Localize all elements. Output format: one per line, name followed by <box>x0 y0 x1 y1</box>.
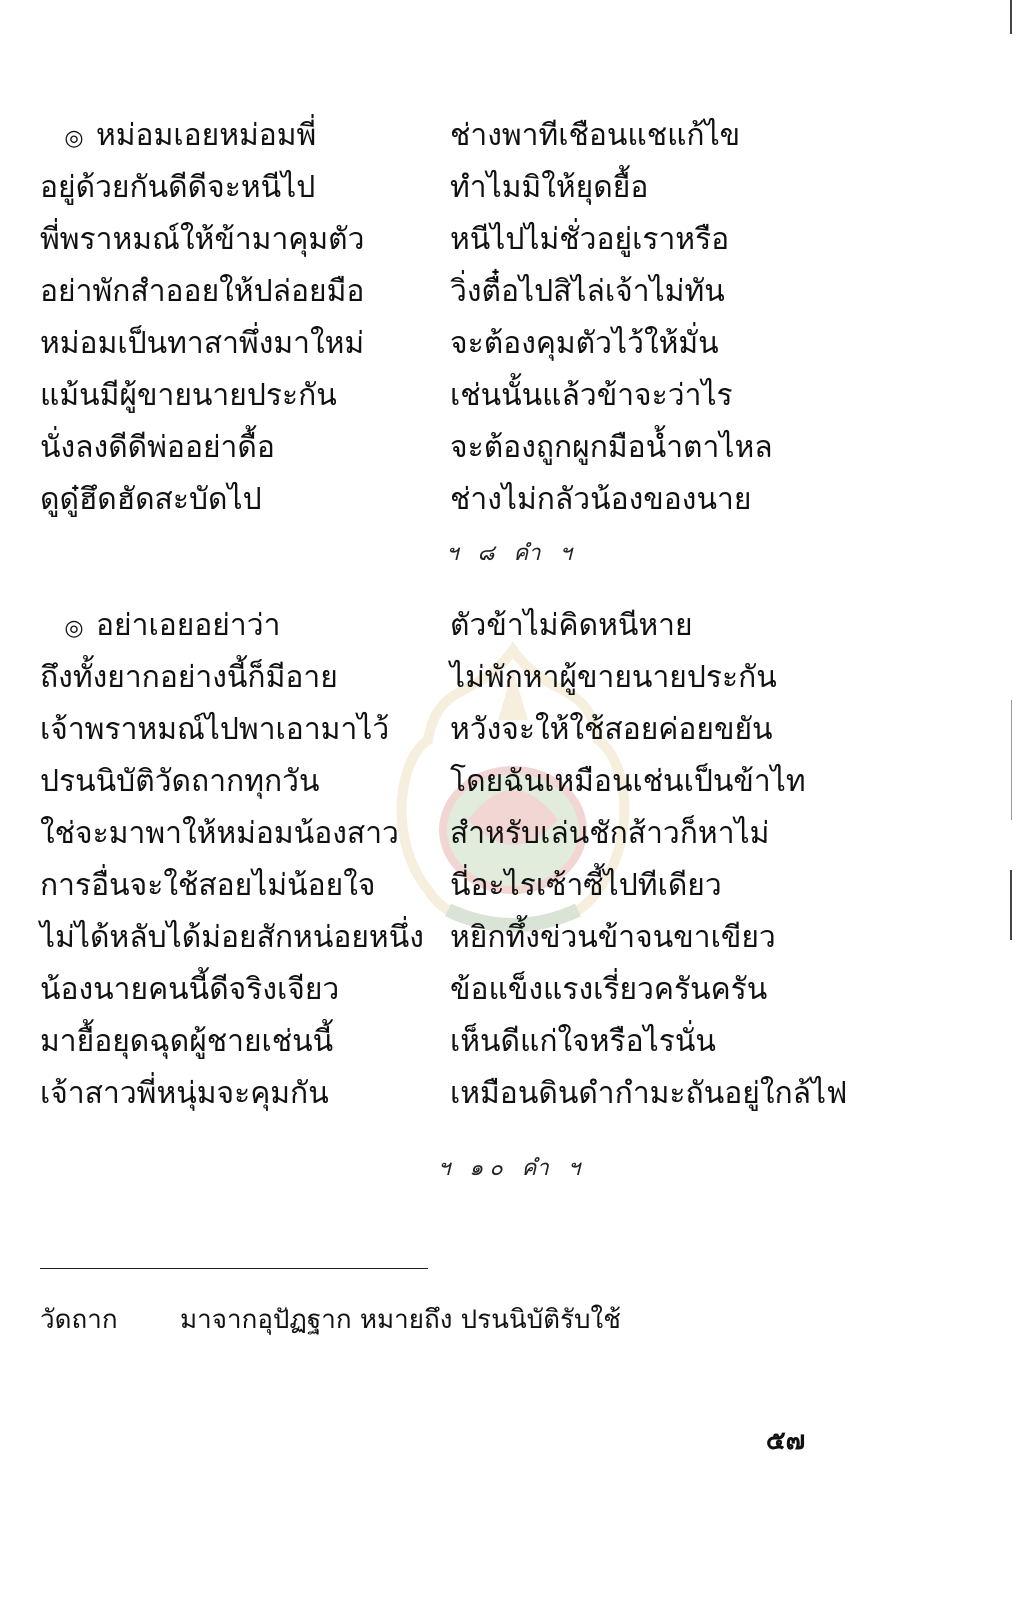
page-number: ๕๗ <box>766 1426 806 1456</box>
verse-first-half: อย่าพักสำออยให้ปล่อยมือ <box>40 274 365 309</box>
verse-second-half: เห็นดีแก่ใจหรือไรนั่น <box>450 1024 716 1059</box>
verse-second-half: ช่างพาทีเชือนแชแก้ไข <box>450 118 741 153</box>
verse-line <box>40 370 1000 422</box>
verse-second-half: ไม่พักหาผู้ขายนายประกัน <box>450 660 777 695</box>
verse-second-half: ช่างไม่กลัวน้องของนาย <box>450 482 752 517</box>
verse-second-half: เหมือนดินดำกำมะถันอยู่ใกล้ไฟ <box>450 1076 848 1111</box>
verse-second-half: สำหรับเล่นชักส้าวก็หาไม่ <box>450 816 770 851</box>
verse-second-half: ทำไมมิให้ยุดยื้อ <box>450 170 649 205</box>
verse-first-half: ไม่ได้หลับได้ม่อยสักหน่อยหนึ่ง <box>40 920 424 955</box>
verse-first-half: การอื่นจะใช้สอยไม่น้อยใจ <box>40 868 376 903</box>
verse-first-half: หม่อมเอยหม่อมพี่ <box>96 118 317 153</box>
verse-first-half: มายื้อยุดฉุดผู้ชายเช่นนี้ <box>40 1024 334 1059</box>
verse-first-half: อยู่ด้วยกันดีดีจะหนีไป <box>40 170 316 205</box>
scan-edge-mark <box>1010 0 1012 34</box>
verse-line <box>40 652 1000 704</box>
verse-first-half: พี่พราหมณ์ให้ข้ามาคุมตัว <box>40 222 365 257</box>
verse-line <box>40 162 1000 214</box>
verse-line <box>40 422 1000 474</box>
verse-second-half: เช่นนั้นแล้วข้าจะว่าไร <box>450 378 733 413</box>
verse-line <box>40 704 1000 756</box>
stanza-2 <box>40 600 1000 1120</box>
verse-line <box>40 110 1000 162</box>
verse-first-half: เจ้าสาวพี่หนุ่มจะคุมกัน <box>40 1076 329 1111</box>
verse-first-half: เจ้าพราหมณ์ไปพาเอามาไว้ <box>40 712 390 747</box>
verse-line <box>40 1068 1000 1120</box>
verse-second-half: วิ่งตื๋อไปสิไล่เจ้าไม่ทัน <box>450 274 725 309</box>
bullet-icon: ◎ <box>64 616 84 641</box>
verse-line <box>40 266 1000 318</box>
verse-line <box>40 964 1000 1016</box>
verse-second-half: หวังจะให้ใช้สอยค่อยขยัน <box>450 712 773 747</box>
stanza-count: ฯ ๘ คำ ฯ <box>446 541 578 566</box>
verse-second-half: ข้อแข็งแรงเรี่ยวครันครัน <box>450 972 768 1007</box>
verse-first-half: หม่อมเป็นทาสาพึ่งมาใหม่ <box>40 326 365 361</box>
verse-first-half: ปรนนิบัติวัดถากทุกวัน <box>40 764 320 799</box>
verse-line <box>40 756 1000 808</box>
verse-line <box>40 1016 1000 1068</box>
verse-second-half: ตัวข้าไม่คิดหนีหาย <box>450 608 693 643</box>
scan-edge-mark <box>1011 700 1012 820</box>
verse-second-half: หนีไปไม่ชั่วอยู่เราหรือ <box>450 222 730 257</box>
verse-first-half: แม้นมีผู้ขายนายประกัน <box>40 378 337 413</box>
bullet-icon: ◎ <box>64 126 84 151</box>
footnote-definition: มาจากอุปัฏฐาก หมายถึง ปรนนิบัติรับใช้ <box>180 1305 621 1335</box>
stanza-count: ฯ ๑๐ คำ ฯ <box>437 1156 587 1181</box>
verse-line <box>40 214 1000 266</box>
verse-first-half: นั่งลงดีดีพ่ออย่าดื้อ <box>40 430 275 465</box>
verse-first-half: ถึงทั้งยากอย่างนี้ก็มีอาย <box>40 660 338 695</box>
stanza-1 <box>40 110 1000 526</box>
footnote-divider <box>40 1268 428 1269</box>
verse-second-half: หยิกทึ้งข่วนข้าจนขาเขียว <box>450 920 776 955</box>
verse-line <box>40 318 1000 370</box>
verse-first-half: ใช่จะมาพาให้หม่อมน้องสาว <box>40 816 399 851</box>
verse-line <box>40 860 1000 912</box>
verse-second-half: โดยฉันเหมือนเช่นเป็นข้าไท <box>450 764 806 799</box>
verse-first-half: อย่าเอยอย่าว่า <box>96 608 281 643</box>
scan-edge-mark <box>1010 870 1012 940</box>
verse-line <box>40 912 1000 964</box>
verse-second-half: นี่อะไรเซ้าซี้ไปทีเดียว <box>450 868 722 903</box>
footnote-term: วัดถาก <box>40 1305 118 1335</box>
verse-line <box>40 808 1000 860</box>
verse-line <box>40 600 1000 652</box>
verse-second-half: จะต้องถูกผูกมือน้ำตาไหล <box>450 430 773 465</box>
verse-second-half: จะต้องคุมตัวไว้ให้มั่น <box>450 326 719 361</box>
verse-first-half: ดูดู๋ฮึดฮัดสะบัดไป <box>40 482 262 517</box>
footnote <box>40 1300 621 1340</box>
verse-line <box>40 474 1000 526</box>
verse-first-half: น้องนายคนนี้ดีจริงเจียว <box>40 972 340 1007</box>
